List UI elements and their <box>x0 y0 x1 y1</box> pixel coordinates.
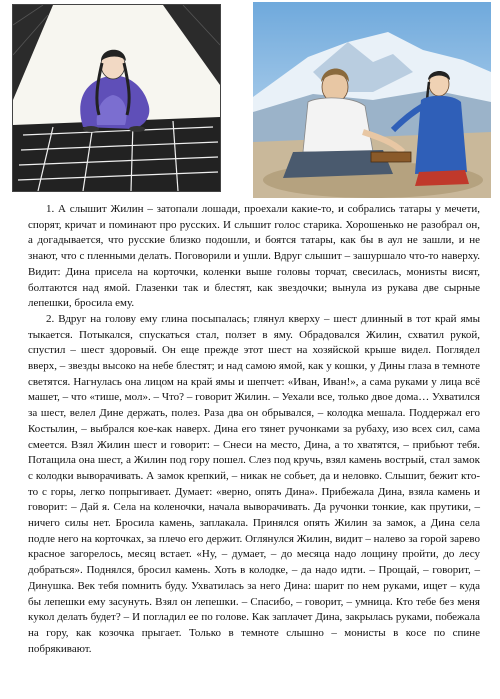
paragraph-2: 2. Вдруг на голову ему глина посыпалась; глянул кверху – шест длинный в тот край ямы тыкается. Потыкался, спускаться стал, ползет в яму. Обрадовался Жилин, схватил рукой, спустил – шест здоровый. Он еще прежде этот шест на хозяйской крыше видел. Поглядел вверх, – звезды высоко на небе блестят; и над самою ямой, как у кошки, у Дины глаза в темноте светятся. Нагнулась она лицом на край ямы и шепчет: «Иван, Иван!», а сама руками у лица всё машет, – что «тише, мол». – Что? – говорит Жилин. – Уехали все, только двое дома… Ухватился за шест, велел Дине держать, полез. Раза два он обрывался, – колодка мешала. Поддержал его Костылин, – выбрался кое-как наверх. Дина его тянет ручонками за рубаху, изо всех сил, сама смеется. Взял Жилин шест и говорит: – Снеси на место, Дина, а то хватятся, – прибьют тебя. Потащила она шест, а Жилин под гору пошел. Слез под кручь, взял камень вострый, стал замок с колодки выворачивать. А замок крепкий, – никак не собьет, да и неловко. Слышит, бежит кто-то с горы, легко попрыгивает. Думает: «верно, опять Дина». Прибежала Дина, взяла камень и говорит: – Дай я. Села на коленочки, начала выворачивать. Да ручонки тонкие, как прутики, – ничего силы нет. Бросила камень, заплакала. Принялся опять Жилин за замок, а Дина села подле него на корточках, за плечо его держит. Оглянулся Жилин, видит – налево за горой зарево красное загорелось, месяц встает. «Ну, – думает, – до месяца надо лощину пройти, до лесу добраться». Поднялся, бросил камень. Хоть в колодке, – да надо идти. – Прощай, – говорит, – Динушка. Век тебя помнить буду. Ухватилась за него Дина: шарит по нем руками, ищет – куда бы лепешки ему засунуть. Взял он лепешки. – Спасибо, – говорит, – умница. Кто тебе без меня кукол делать будет? – И погладил ее по голове. Как заплачет Дина, закрылась руками, побежала на гору, как козочка прыгает. Только в темноте слышно – монисты в косе по спине побрякивают. <box>28 312 480 655</box>
zhilin-dina-drawing <box>253 2 491 198</box>
paragraph-1: 1. А слышит Жилин – затопали лошади, проехали какие-то, и собрались татары у мечети, спорят, кричат и поминают про русских. И слышит голос старика. Хорошенько не разобрал он, а догадывается, что русские близко подошли, и боятся татары, как бы в аул не зашли, и не знают, что с пленными делать. Поговорили и ушли. Вдруг слышит – зашуршало что-то наверху. Видит: Дина присела на корточки, коленки выше головы торчат, свесилась, мониsты висят, болтаются над ямой. Глазенки так и блестят, как звездочки; вынула из рукава две сырные лепешки, бросила ему. <box>28 203 480 310</box>
illustration-dina-at-pit <box>12 4 221 192</box>
illustration-zhilin-and-dina <box>253 2 491 198</box>
story-text <box>28 202 480 657</box>
dina-drawing <box>13 5 220 191</box>
